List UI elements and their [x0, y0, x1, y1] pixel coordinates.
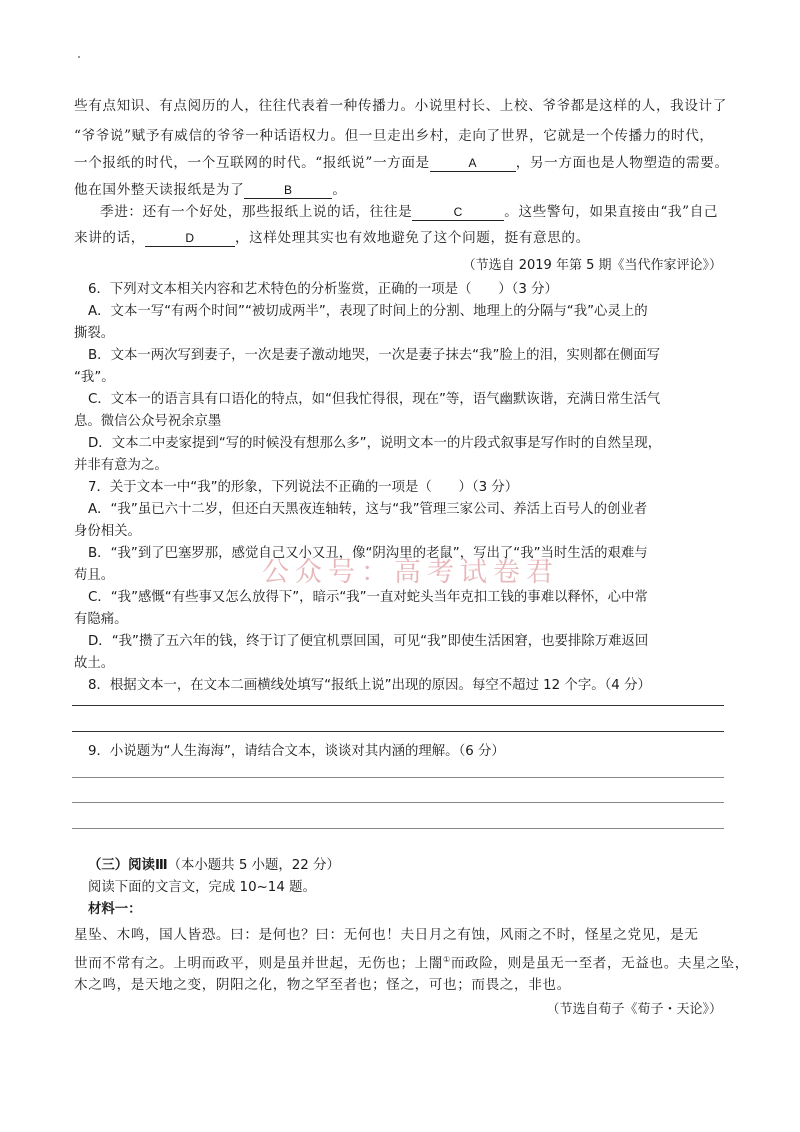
q7-option-a-line-1: A．“我”虽已六十二岁，但还白天黑夜连轴转，这与“我”管理三家公司、养活上百号人的创业者 — [88, 502, 648, 517]
passage-line-2: “爷爷说”赋予有威信的爷爷一种话语权力。但一旦走出乡村，走向了世界，它就是一个传播力的时代， — [74, 128, 714, 144]
q7-option-c-line-1: C．“我”感慨“有些事又怎么放得下”，暗示“我”一直对蛇头当年克扣工钱的事难以释怀，心中常 — [88, 590, 648, 605]
footnote-marker: ① — [443, 955, 451, 964]
q6-option-d-line-1: D．文本二中麦家提到“写的时候没有想那么多”，说明文本一的片段式叙事是写作时的自然呈现， — [88, 436, 662, 451]
passage-line-6-text-b: ，这样处理其实也有效地避免了这个问题，挺有意思的。 — [234, 230, 590, 246]
passage-line-4-text-a: 他在国外整天读报纸是为了 — [74, 182, 245, 198]
q8-stem: 8．根据文本一，在文本二画横线处填写“报纸上说”出现的原因。每空不超过 12 个字。（4 分） — [88, 678, 651, 693]
q6-option-c-line-1: C．文本一的语言具有口语化的特点，如“但我忙得很，现在”等，语气幽默诙谐，充满日常生活气 — [88, 392, 661, 407]
q7-option-c-line-2: 有隐痛。 — [74, 612, 128, 627]
scan-speck — [78, 56, 80, 58]
blank-d[interactable]: D — [145, 230, 235, 247]
blank-b[interactable]: B — [244, 182, 332, 199]
material-1-line-2-text-a: 世而不常有之。上明而政平，则是虽并世起，无伤也；上闇 — [74, 955, 444, 972]
q8-answer-line-1[interactable] — [72, 705, 724, 706]
material-1-source: （节选自荀子《荀子・天论》） — [546, 1002, 722, 1017]
q7-option-d-line-2: 故土。 — [74, 656, 115, 671]
material-1-line-3: 木之鸣，是天地之变，阴阳之化，物之罕至者也；怪之，可也；而畏之，非也。 — [74, 977, 571, 993]
watermark-text: 公众号：高考试卷君 — [262, 557, 559, 588]
q6-option-c-line-2: 息。微信公众号祝余京墨 — [74, 414, 222, 429]
section-3-instruction: 阅读下面的文言文，完成 10~14 题。 — [88, 880, 316, 895]
q6-option-a-line-1: A．文本一写“有两个时间”“被切成两半”，表现了时间上的分割、地理上的分隔与“我”心灵上的 — [88, 304, 648, 319]
passage-line-5 — [100, 202, 718, 222]
passage-line-5-text-b: 。这些警句，如果直接由“我”自己 — [504, 204, 719, 220]
passage-line-4-text-b: 。 — [332, 182, 347, 198]
material-1-line-2 — [74, 950, 749, 974]
passage-line-5-text-a: 季进：还有一个好处，那些报纸上说的话，往往是 — [100, 204, 413, 220]
blank-a[interactable]: A — [430, 155, 516, 172]
passage-line-3 — [74, 153, 729, 173]
section-3-title-rest: （本小题共 5 小题，22 分） — [167, 858, 340, 873]
q9-answer-line-2[interactable] — [72, 802, 724, 803]
passage-line-4 — [74, 180, 347, 200]
q9-stem: 9．小说题为“人生海海”，请结合文本，谈谈对其内涵的理解。（6 分） — [88, 744, 505, 759]
passage-source: （节选自 2019 年第 5 期《当代作家评论》） — [462, 258, 722, 273]
q6-option-a-line-2: 撕裂。 — [74, 326, 115, 341]
q7-option-d-line-1: D．“我”攒了五六年的钱，终于订了便宜机票回国，可见“我”即使生活困窘，也要排除万难返回 — [88, 634, 649, 649]
q6-option-b-line-1: B．文本一两次写到妻子，一次是妻子激动地哭，一次是妻子抹去“我”脸上的泪，实则都在侧面写 — [88, 348, 661, 363]
passage-line-3-text-b: ，另一方面也是人物塑造的需要。 — [515, 155, 729, 171]
q8-answer-line-2[interactable] — [72, 731, 724, 732]
material-1-label: 材料一： — [88, 902, 142, 917]
q7-option-b-line-2: 苟且。 — [74, 568, 115, 583]
q7-option-a-line-2: 身份相关。 — [74, 524, 141, 539]
section-3-title-bold: （三）阅读Ⅲ — [88, 858, 168, 873]
q9-answer-line-1[interactable] — [72, 777, 724, 778]
section-3-title — [88, 856, 340, 876]
q7-stem: 7．关于文本一中“我”的形象，下列说法不正确的一项是（ ）（3 分） — [88, 480, 519, 495]
passage-line-1: 些有点知识、有点阅历的人，往往代表着一种传播力。小说里村长、上校、爷爷都是这样的人，我设计了 — [74, 98, 727, 114]
q6-option-d-line-2: 并非有意为之。 — [74, 458, 168, 473]
q6-option-b-line-2: “我”。 — [74, 370, 115, 385]
passage-line-6 — [74, 228, 590, 248]
material-1-line-1: 星坠、木鸣，国人皆恐。曰：是何也？曰：无何也！夫日月之有蚀，风雨之不时，怪星之党见，是无 — [74, 927, 699, 943]
passage-line-6-text-a: 来讲的话， — [74, 230, 145, 246]
q6-stem: 6．下列对文本相关内容和艺术特色的分析鉴赏，正确的一项是（ ）（3 分） — [88, 282, 558, 297]
blank-c[interactable]: C — [412, 204, 504, 221]
q7-option-b-line-1: B．“我”到了巴塞罗那，感觉自己又小又丑，像“阴沟里的老鼠”，写出了“我”当时生活的艰难与 — [88, 546, 648, 561]
material-1-line-2-text-b: 而政险，则是虽无一至者，无益也。夫星之坠， — [450, 955, 749, 972]
q9-answer-line-3[interactable] — [72, 828, 724, 829]
passage-line-3-text-a: 一个报纸的时代，一个互联网的时代。“报纸说”一方面是 — [74, 155, 430, 171]
